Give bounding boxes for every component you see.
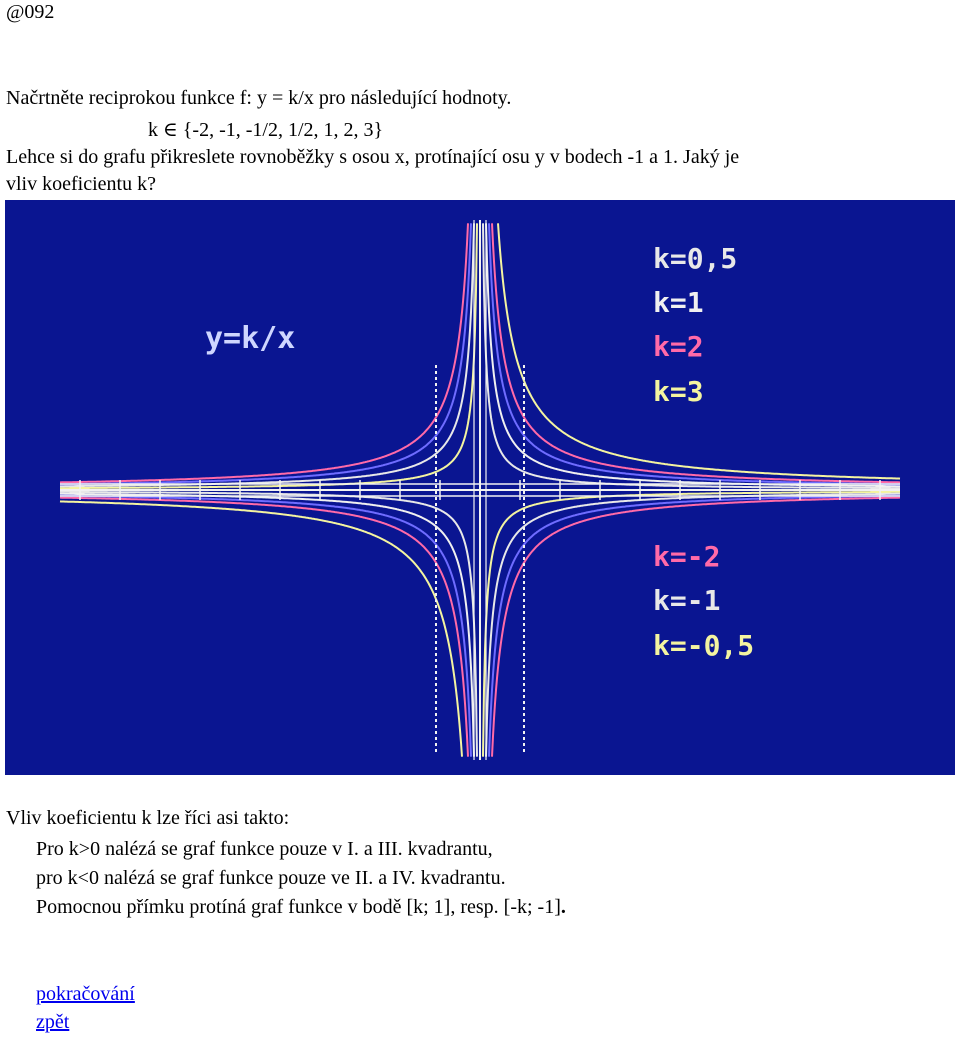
- curve-k-minus-2-right: [492, 498, 900, 757]
- legend-k-0-5: k=0,5: [653, 242, 738, 275]
- graph-formula: y=k/x: [205, 321, 296, 356]
- conclusion-period: .: [560, 896, 566, 918]
- k-value-set: k ∈ {-2, -1, -1/2, 1/2, 1, 2, 3}: [148, 119, 384, 141]
- legend-k-minus-1: k=-1: [653, 584, 721, 617]
- reciprocal-function-graph: [5, 200, 955, 775]
- conclusion-positive-k: Pro k>0 nalézá se graf funkce pouze v I. a III. kvadrantu,: [36, 838, 493, 860]
- graph-axes: [60, 220, 900, 760]
- legend-k-1: k=1: [653, 286, 704, 319]
- legend-positive: [653, 242, 737, 408]
- legend-k-minus-0-5: k=-0,5: [653, 629, 755, 662]
- task-text-line3: Lehce si do grafu přikreslete rovnoběžky s osou x, protínající osu y v bodech -1 a 1. Jaký je: [6, 146, 740, 168]
- conclusion-intersection-text: Pomocnou přímku protíná graf funkce v bodě [k; 1], resp. [-k; -1]: [36, 896, 561, 918]
- legend-k-minus-2: k=-2: [653, 540, 721, 573]
- legend-k-3: k=3: [653, 375, 704, 408]
- curve-k-minus-1-right: [486, 494, 900, 757]
- curve-k-3-left: [60, 501, 462, 756]
- task-text-line1: Načrtněte reciprokou funkce f: y = k/x pro následující hodnoty.: [6, 87, 512, 109]
- curve-k-minus-0-5-right: [483, 492, 900, 757]
- conclusion-intersection: [36, 895, 566, 919]
- legend-k-2: k=2: [653, 330, 704, 363]
- legend-negative: [653, 540, 754, 662]
- task-text-line4: vliv koeficientu k?: [6, 173, 156, 195]
- conclusion-negative-k: pro k<0 nalézá se graf funkce pouze ve II. a IV. kvadrantu.: [36, 867, 506, 889]
- conclusion-intro: Vliv koeficientu k lze říci asi takto:: [6, 807, 290, 829]
- page-header: @092: [6, 1, 55, 23]
- curve-k-2-left: [60, 498, 468, 757]
- curve-k-1-left: [60, 494, 474, 757]
- curve-k-0-5-left: [60, 492, 477, 757]
- continue-link[interactable]: pokračování: [36, 983, 135, 1005]
- back-link[interactable]: zpět: [36, 1011, 70, 1033]
